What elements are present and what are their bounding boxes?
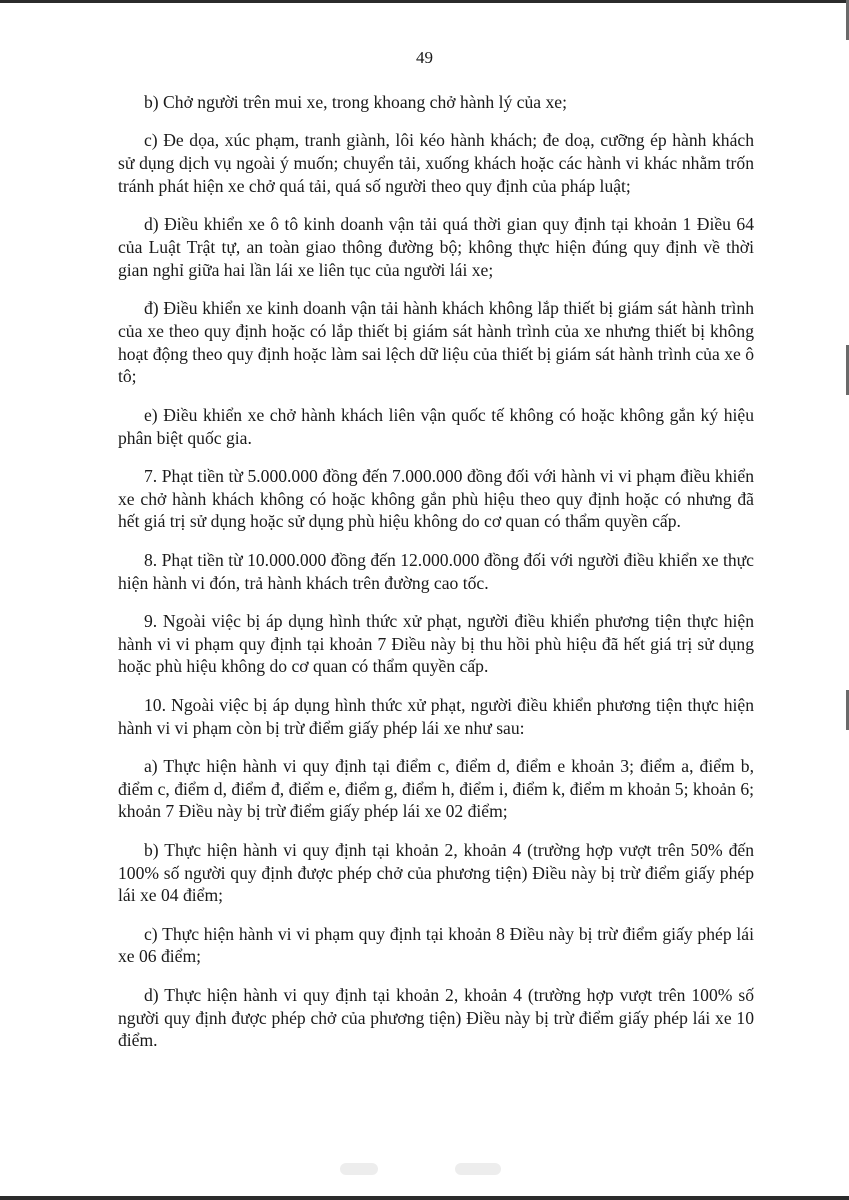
paragraph-clause-10-point-a: a) Thực hiện hành vi quy định tại điểm c, điểm d, điểm e khoản 3; điểm a, điểm b, điểm c, điểm d, điểm đ, điểm e, điểm g, điểm h, điểm i, điểm k, điểm m khoản 5; khoản 6; khoản 7 Điều này bị trừ điểm giấy phép lái xe 02 điểm; [118,755,754,822]
paragraph-clause-10-point-d: d) Thực hiện hành vi quy định tại khoản 2, khoản 4 (trường hợp vượt trên 100% số người quy định được phép chở của phương tiện) Điều này bị trừ điểm giấy phép lái xe 10 điểm. [118,984,754,1051]
scan-top-edge [0,0,849,3]
paragraph-point-c-threaten: c) Đe dọa, xúc phạm, tranh giành, lôi kéo hành khách; đe doạ, cưỡng ép hành khách sử dụng dịch vụ ngoài ý muốn; chuyển tải, xuống khách hoặc các hành vi khác nhằm trốn tránh phát hiện xe chở quá tải, quá số người theo quy định của pháp luật; [118,130,754,196]
paragraph-point-b-roof: b) Chở người trên mui xe, trong khoang chở hành lý của xe; [144,92,567,112]
paragraph-point-e-national-sign: e) Điều khiển xe chở hành khách liên vận quốc tế không có hoặc không gắn ký hiệu phân biệt quốc gia. [118,404,754,448]
paragraph-clause-10-point-c: c) Thực hiện hành vi vi phạm quy định tại khoản 8 Điều này bị trừ điểm giấy phép lái xe 06 điểm; [118,923,754,967]
scan-smudge [455,1163,501,1175]
paragraph-clause-7: 7. Phạt tiền từ 5.000.000 đồng đến 7.000.000 đồng đối với hành vi vi phạm điều khiển xe chở hành khách không có hoặc không gắn phù hiệu theo quy định hoặc có nhưng đã hết giá trị sử dụng hoặc sử dụng phù hiệu không do cơ quan có thẩm quyền cấp. [118,465,754,532]
scan-smudge [340,1163,378,1175]
paragraph-clause-8: 8. Phạt tiền từ 10.000.000 đồng đến 12.000.000 đồng đối với người điều khiển xe thực hiện hành vi đón, trả hành khách trên đường cao tốc. [118,549,754,593]
paragraph-clause-10-point-b: b) Thực hiện hành vi quy định tại khoản 2, khoản 4 (trường hợp vượt trên 50% đến 100% số người quy định được phép chở của phương tiện) Điều này bị trừ điểm giấy phép lái xe 04 điểm; [118,839,754,906]
paragraph-clause-10: 10. Ngoài việc bị áp dụng hình thức xử phạt, người điều khiển phương tiện thực hiện hành vi vi phạm còn bị trừ điểm giấy phép lái xe như sau: [118,694,754,738]
paragraph-point-dd-tracking-device: đ) Điều khiển xe kinh doanh vận tải hành khách không lắp thiết bị giám sát hành trình của xe theo quy định hoặc có lắp thiết bị giám sát hành trình của xe nhưng thiết bị không hoạt động theo quy định hoặc làm sai lệch dữ liệu của thiết bị giám sát hành trình của xe ô tô; [118,298,754,387]
page-number: 49 [416,48,433,67]
paragraph-point-d-driving-time: d) Điều khiển xe ô tô kinh doanh vận tải quá thời gian quy định tại khoản 1 Điều 64 của Luật Trật tự, an toàn giao thông đường bộ; không thực hiện đúng quy định về thời gian nghỉ giữa hai lần lái xe liên tục của người lái xe; [118,214,754,280]
paragraph-clause-9: 9. Ngoài việc bị áp dụng hình thức xử phạt, người điều khiển phương tiện thực hiện hành vi vi phạm quy định tại khoản 7 Điều này bị thu hồi phù hiệu đã hết giá trị sử dụng hoặc phù hiệu không do cơ quan có thẩm quyền cấp. [118,610,754,677]
document-body [118,91,754,1068]
scan-bottom-edge [0,1196,849,1200]
